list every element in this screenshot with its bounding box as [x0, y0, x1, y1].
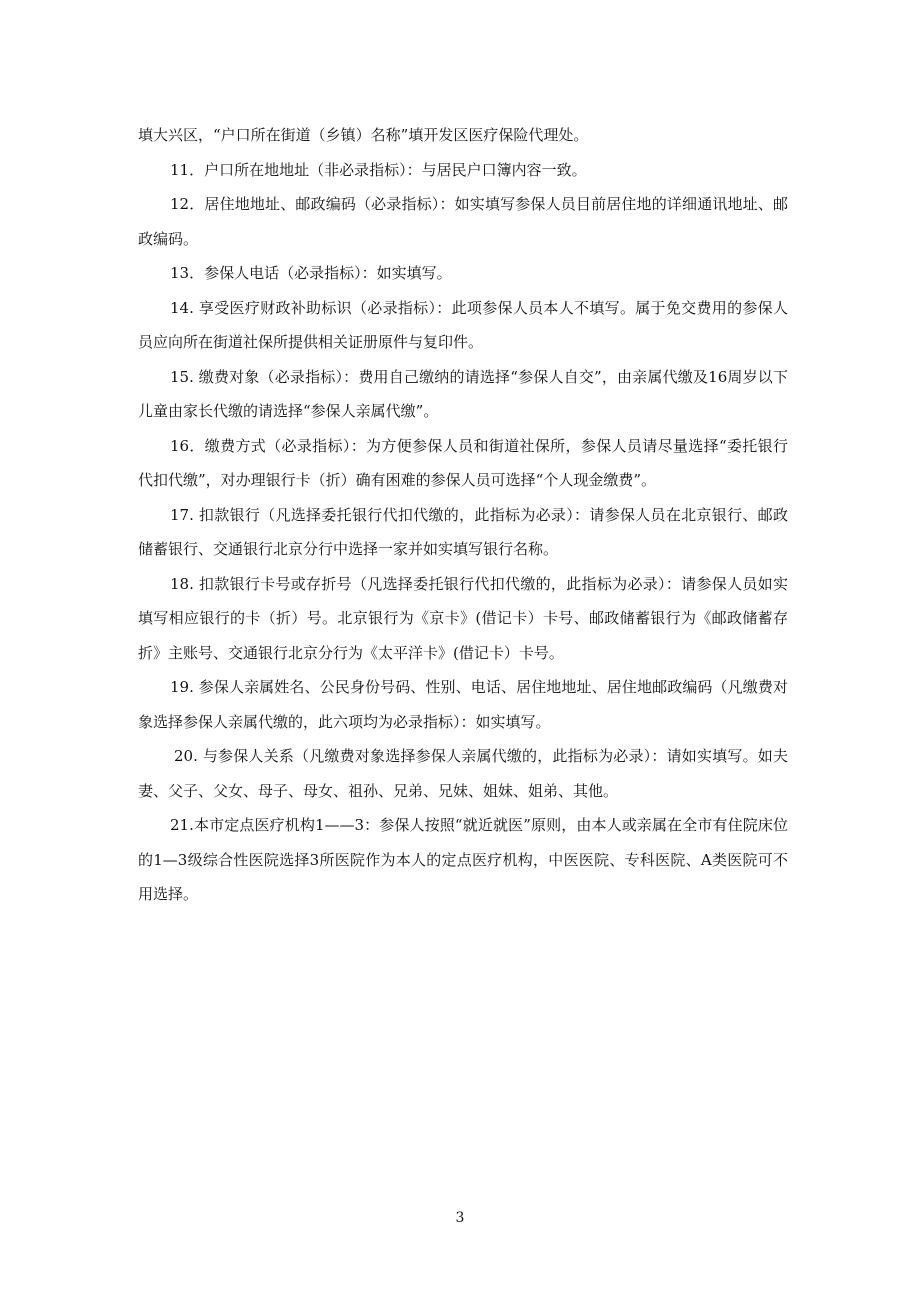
paragraph-15: 15. 缴费对象（必录指标）：费用自己缴纳的请选择“参保人自交”，由亲属代缴及16周岁以下儿童由家长代缴的请选择“参保人亲属代缴”。: [138, 367, 788, 420]
paragraph-10-continued: 填大兴区，“户口所在街道（乡镇）名称”填开发区医疗保险代理处。: [138, 126, 589, 144]
paragraph-17: 17. 扣款银行（凡选择委托银行代扣代缴的，此指标为必录）：请参保人员在北京银行、邮政储蓄银行、交通银行北京分行中选择一家并如实填写银行名称。: [138, 505, 788, 558]
paragraph-21: 21.本市定点医疗机构1——3：参保人按照“就近就医”原则，由本人或亲属在全市有住院床位的1—3级综合性医院选择3所医院作为本人的定点医疗机构，中医医院、专科医院、A类医院可不用选择。: [138, 816, 788, 903]
paragraph-11: 11．户口所在地地址（非必录指标）：与居民户口簿内容一致。: [170, 160, 587, 179]
paragraph-20: 20. 与参保人关系（凡缴费对象选择参保人亲属代缴的，此指标为必录）：请如实填写。如夫妻、父子、父女、母子、母女、祖孙、兄弟、兄妹、姐妹、姐弟、其他。: [138, 747, 788, 800]
paragraph-13: 13．参保人电话（必录指标）：如实填写。: [170, 264, 452, 282]
page-number: 3: [455, 1210, 465, 1226]
paragraph-14: 14. 享受医疗财政补助标识（必录指标）：此项参保人员本人不填写。属于免交费用的参保人员应向所在街道社保所提供相关证册原件与复印件。: [138, 298, 788, 351]
paragraph-16: 16．缴费方式（必录指标）：为方便参保人员和街道社保所，参保人员请尽量选择“委托银行代扣代缴”，对办理银行卡（折）确有困难的参保人员可选择“个人现金缴费”。: [138, 436, 788, 489]
paragraph-19: 19. 参保人亲属姓名、公民身份号码、性别、电话、居住地地址、居住地邮政编码（凡缴费对象选择参保人亲属代缴的，此六项均为必录指标）：如实填写。: [138, 678, 788, 731]
paragraph-18: 18. 扣款银行卡号或存折号（凡选择委托银行代扣代缴的，此指标为必录）：请参保人员如实填写相应银行的卡（折）号。北京银行为《京卡》(借记卡）卡号、邮政储蓄银行为《邮政储蓄存折》主账号、交通银行北京分行为《太平洋卡》(借记卡）卡号。: [138, 574, 788, 662]
document-body: [138, 118, 788, 912]
paragraph-12: 12．居住地地址、邮政编码（必录指标）：如实填写参保人员目前居住地的详细通讯地址、邮政编码。: [138, 195, 788, 248]
